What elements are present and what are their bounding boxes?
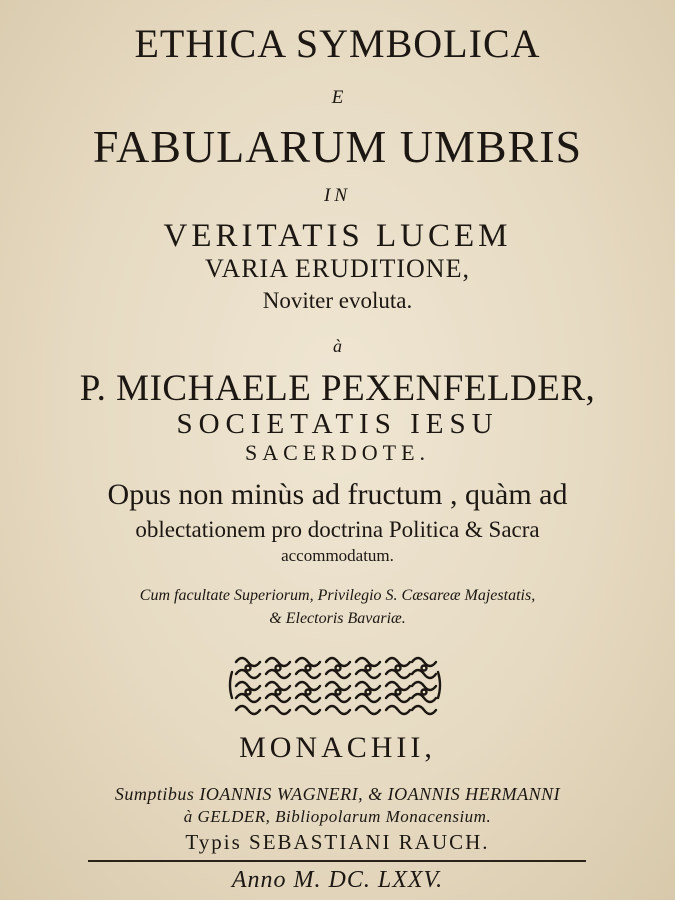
imprint-place: MONACHII, bbox=[239, 731, 436, 764]
description-line-3: accommodatum. bbox=[281, 546, 394, 565]
subtitle-line-1: VARIA ERUDITIONE, bbox=[205, 254, 470, 283]
imprint-publishers: Sumptibus IOANNIS WAGNERI, & IOANNIS HERMANNI bbox=[114, 784, 561, 804]
preposition-in: IN bbox=[324, 185, 351, 206]
imprint-year: Anno M. DC. LXXV. bbox=[231, 867, 444, 893]
title-line-2: FABULARUM UMBRIS bbox=[92, 121, 583, 172]
description-line-1: Opus non minùs ad fructum , quàm ad bbox=[107, 478, 568, 511]
conjunction-e: E bbox=[331, 87, 344, 108]
subtitle-line-2: Noviter evoluta. bbox=[262, 288, 413, 313]
author-order: SOCIETATIS IESU bbox=[176, 408, 499, 440]
preposition-a: à bbox=[333, 336, 342, 356]
title-line-3: VERITATIS LUCEM bbox=[163, 218, 512, 254]
author-role: SACERDOTE. bbox=[244, 440, 431, 465]
privilege-line-2: & Electoris Bavariæ. bbox=[269, 610, 406, 627]
printers-ornament-icon bbox=[228, 652, 442, 718]
privilege-line-1: Cum facultate Superiorum, Privilegio S. Cæsareæ Majestatis, bbox=[139, 587, 536, 604]
divider-rule bbox=[88, 860, 586, 862]
author-name: P. MICHAELE PEXENFELDER, bbox=[79, 368, 596, 409]
imprint-printer: Typis SEBASTIANI RAUCH. bbox=[185, 830, 490, 854]
main-title: ETHICA SYMBOLICA bbox=[134, 21, 541, 66]
description-line-2: oblectationem pro doctrina Politica & Sacra bbox=[135, 517, 540, 542]
imprint-publishers-2: à GELDER, Bibliopolarum Monacensium. bbox=[183, 807, 492, 826]
